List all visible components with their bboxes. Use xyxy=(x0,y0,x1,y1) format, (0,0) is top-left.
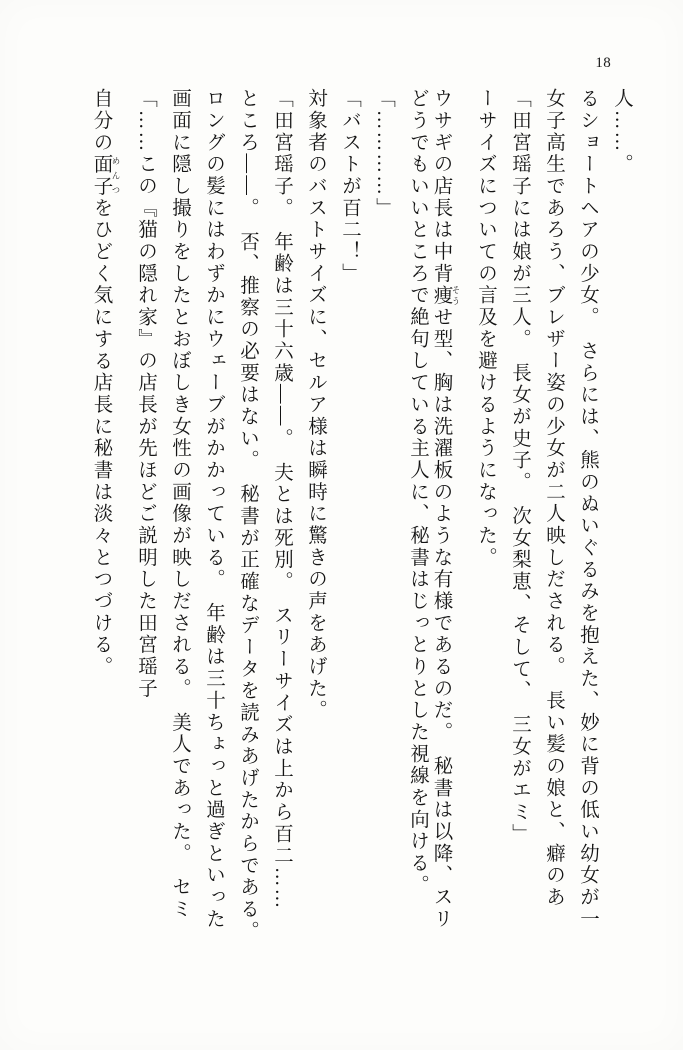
text-column: 女子高生であろう、ブレザー姿の少女が二人映しだされる。 長い髪の娘と、癖のあ xyxy=(543,88,564,909)
text-column: 「バストが百二！」 xyxy=(339,88,360,285)
text-column: 「田宮瑶子。 年齢は三十六歳――。 夫とは死別。 スリーサイズは上から百二…… xyxy=(271,88,292,911)
text-column: 画面に隠し撮りをしたとおぼしき女性の画像が映しだされる。 美人であった。 セミ xyxy=(169,88,190,921)
text-column: 自分の面子 めんつをひどく気にする店長に秘書は淡々とつづける。 xyxy=(90,88,121,678)
text-column: ロングの髪にはわずかにウェーブがかかっている。 年齢は三十ちょっと過ぎといった xyxy=(203,88,224,931)
text-column: 対象者のバストサイズに、セルア様は瞬時に驚きの声をあげた。 xyxy=(305,88,326,722)
ruby-reading: そう xyxy=(451,284,461,307)
text-column: 「田宮瑶子には娘が三人。 長女が史子。 次女梨恵、そして、 三女がエミ」 xyxy=(509,88,530,845)
page-number: 18 xyxy=(595,55,611,71)
text-column: るショートヘアの少女。 さらには、熊のぬいぐるみを抱えた、妙に背の低い幼女が一 xyxy=(577,88,598,931)
ruby-annotation: 面子 めんつ xyxy=(90,153,121,198)
vertical-text-body xyxy=(52,88,631,1010)
text-column: 「…………」 xyxy=(373,88,394,220)
ruby-reading: めんつ xyxy=(111,153,121,198)
text-column: 人……。 xyxy=(611,88,632,176)
text-column: 「……この『猫の隠れ家』の店長が先ほどご説明した田宮瑶子 xyxy=(135,88,156,700)
text-column: ーサイズについての言及を避けるようになった。 xyxy=(475,88,496,569)
text-column: ところ――。 否、推察の必要はない。 秘書が正確なデータを読みあげたからである。 xyxy=(237,88,258,943)
text-column: どうでもいいところで絶句している主人に、秘書はじっとりとした視線を向ける。 xyxy=(407,88,428,897)
ruby-annotation: 痩 そう xyxy=(430,284,461,307)
text-column: ウサギの店長は中背痩 そうせ型、胸は洗濯板のような有様であるのだ。 秘書は以降、スリ xyxy=(430,88,461,931)
